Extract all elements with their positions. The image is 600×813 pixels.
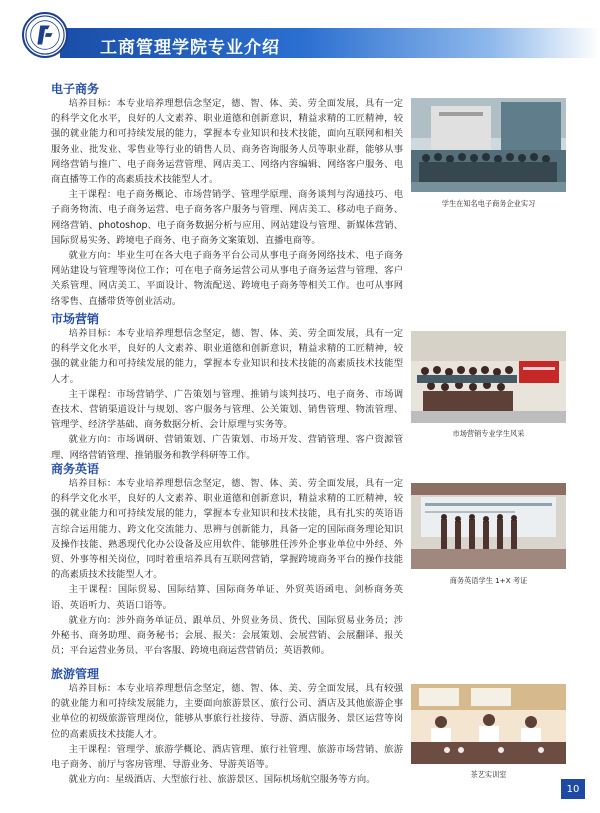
logo-emblem-icon — [24, 13, 66, 57]
section-title: 市场营销 — [51, 312, 100, 326]
main-courses-text: 主干课程：管理学、旅游学概论、酒店管理、旅行社管理、旅游市场营销、旅游电子商务、前厅与客房管理、导游业务、导游英语等。 — [51, 743, 403, 771]
photo-caption: 市场营销专业学生风采 — [452, 429, 525, 438]
career-direction-text: 就业方向：星级酒店、大型旅行社、旅游景区、国际机场航空服务等方向。 — [68, 774, 376, 786]
section-body — [51, 681, 403, 787]
page-title: 工商管理学院专业介绍 — [100, 38, 280, 58]
section-title: 商务英语 — [51, 462, 100, 476]
tea-art-lab-photo — [411, 684, 566, 764]
section-body — [51, 96, 403, 309]
page-number: 10 — [561, 779, 585, 799]
marketing-students-photo — [411, 331, 566, 423]
section-body — [51, 326, 403, 463]
college-logo — [22, 12, 68, 58]
career-direction-text: 就业方向：毕业生可在各大电子商务平台公司从事电子商务网络技术、电子商务网站建设与管理等岗位工作；可在电子商务运营公司从事电子商务运营与管理、客户关系管理、网店美工、平面设计、物流配送、跨境电子商务等相关工作。也可从事网络零售、直播带货等创业活动。 — [51, 250, 403, 307]
main-courses-text: 主干课程：国际贸易、国际结算、国际商务单证、外贸英语函电、剑桥商务英语、英语听力、英语口语等。 — [51, 584, 403, 611]
training-goal-text: 培养目标：本专业培养理想信念坚定，德、智、体、美、劳全面发展，具有一定的科学文化水平，良好的人文素养、职业道德和创新意识，精益求精的工匠精神，较强的就业能力和可持续发展的能力，掌握本专业知识和技术技能，面向互联网和相关服务业、批发业、零售业等行业的销售人员、商务咨询服务人员等职业群，能够从事网络营销与推广、电子商务运营管理、网店美工、网络内容编辑、网络客户服务、电商直播等工作的高素质技术技能型人才。 — [51, 98, 403, 186]
photo-caption: 商务英语学生 1+X 考证 — [449, 576, 528, 585]
training-goal-text: 培养目标：本专业培养理想信念坚定，德、智、体、美、劳全面发展，具有一定的科学文化水平，良好的人文素养、职业道德和创新意识，精益求精的工匠精神，较强的就业能力和可持续发展的能力，掌握本专业知识和技术技能，具有扎实的英语语言综合运用能力、跨文化交流能力、思辨与创新能力，具备一定的国际商务理论知识及操作技能、熟悉现代化办公设备及应用软件、能够胜任涉外企事业单位中外经、外贸、外事等相关岗位，同时着重培养具有互联网营销，掌握跨境商务平台的操作技能的高素质技术技能型人才。 — [51, 478, 403, 581]
photo-caption: 学生在知名电子商务企业实习 — [441, 199, 536, 208]
ecommerce-internship-photo — [411, 98, 566, 192]
main-courses-text: 主干课程：电子商务概论、市场营销学、管理学原理、商务谈判与沟通技巧、电子商务物流、电子商务运营、电子商务客户服务与管理、网店美工、移动电子商务、网络营销、photoshop、电子商务数据分析与应用、网站建设与管理、新媒体营销、国际贸易实务、跨境电子商务、电子商务文案策划、直播电商等。 — [51, 189, 403, 246]
section-title: 电子商务 — [51, 82, 100, 96]
career-direction-text: 就业方向：涉外商务单证员、跟单员、外贸业务员、货代、国际贸易业务员；涉外秘书、商务助理、商务秘书；会展、报关：会展策划、会展营销、会展翻译、报关员；平台运营业务员、平台客服、跨境电商运营营销员；英语教师。 — [51, 614, 403, 657]
training-goal-text: 培养目标：本专业培养理想信念坚定，德、智、体、美、劳全面发展，具有一定的科学文化水平，良好的人文素养、职业道德和创新意识，精益求精的工匠精神，较强的就业能力和可持续发展的能力，掌握本专业知识和技术技能的高素质技术技能型人才。 — [51, 328, 403, 385]
photo-caption: 茶艺实训室 — [470, 770, 507, 779]
main-courses-text: 主干课程：市场营销学、广告策划与管理、推销与谈判技巧、电子商务、市场调查技术、营销渠道设计与规划、客户服务与管理、公关策划、销售管理、物流管理、管理学、经济学基础、商务数据分析、会计原理与实务等。 — [51, 388, 403, 431]
section-title: 旅游管理 — [51, 667, 100, 681]
english-certificate-photo — [411, 483, 566, 569]
page-header — [0, 0, 600, 60]
training-goal-text: 培养目标：本专业培养理想信念坚定，德、智、体、美、劳全面发展，具有较强的就业能力和可持续发展能力，主要面向旅游景区、旅行公司、酒店及其他旅游企事业单位的初级旅游管理岗位，能够从事旅行社接待、导游、酒店服务、景区运营等岗位的高素质技术技能人才。 — [51, 683, 403, 740]
section-body — [51, 476, 403, 658]
career-direction-text: 就业方向：市场调研、营销策划、广告策划、市场开发、营销管理、客户资源管理、网络营销管理、推销服务和教学科研等工作。 — [51, 434, 403, 461]
